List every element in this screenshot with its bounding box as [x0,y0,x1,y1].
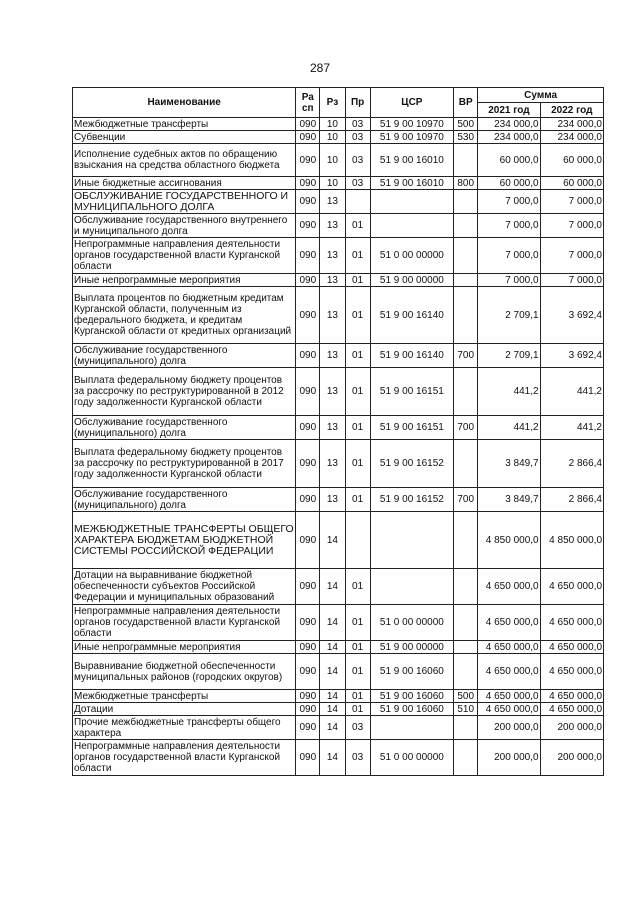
cell-csr: 51 9 00 10970 [370,131,453,144]
cell-vr: 530 [454,131,478,144]
cell-rz: 14 [320,716,345,740]
cell-name: Выплата федеральному бюджету процентов за рассрочку по реструктурированной в 2012 году задолженности Курганской области [73,368,296,416]
cell-2021: 7 000,0 [478,238,540,274]
cell-rasp: 090 [296,274,320,287]
cell-2022: 7 000,0 [540,238,603,274]
cell-rasp: 090 [296,177,320,190]
table-row [73,177,604,190]
cell-vr: 700 [454,416,478,440]
cell-vr [454,605,478,641]
cell-2021: 4 650 000,0 [478,654,540,690]
cell-csr: 51 9 00 16151 [370,368,453,416]
table-body [73,118,604,776]
cell-vr [454,287,478,344]
cell-2021: 200 000,0 [478,716,540,740]
table-row [73,703,604,716]
cell-pr [345,190,370,214]
cell-2021: 4 650 000,0 [478,569,540,605]
cell-csr [370,716,453,740]
cell-rasp: 090 [296,690,320,703]
header-year-2022: 2022 год [540,103,603,118]
table-row [73,118,604,131]
cell-vr [454,641,478,654]
table-row [73,716,604,740]
cell-name: Обслуживание государственного внутреннего и муниципального долга [73,214,296,238]
cell-name: Непрограммные направления деятельности органов государственной власти Курганской области [73,605,296,641]
table-row [73,488,604,512]
cell-2021: 3 849,7 [478,488,540,512]
cell-vr [454,512,478,569]
cell-rz: 10 [320,131,345,144]
cell-name: Непрограммные направления деятельности органов государственной власти Курганской области [73,238,296,274]
table-row [73,368,604,416]
cell-rz: 13 [320,274,345,287]
cell-rasp: 090 [296,569,320,605]
cell-vr: 500 [454,118,478,131]
cell-2022: 3 692,4 [540,287,603,344]
cell-2022: 7 000,0 [540,190,603,214]
cell-pr: 01 [345,287,370,344]
cell-name: Межбюджетные трансферты [73,690,296,703]
table-row [73,740,604,776]
cell-2022: 7 000,0 [540,274,603,287]
cell-rasp: 090 [296,238,320,274]
cell-name: ОБСЛУЖИВАНИЕ ГОСУДАРСТВЕННОГО И МУНИЦИПАЛЬНОГО ДОЛГА [73,190,296,214]
cell-pr: 01 [345,440,370,488]
cell-2021: 4 650 000,0 [478,641,540,654]
header-pr: Пр [345,88,370,118]
cell-2021: 4 650 000,0 [478,690,540,703]
cell-name: Выплата федеральному бюджету процентов за рассрочку по реструктурированной в 2017 году задолженности Курганской области [73,440,296,488]
cell-2022: 200 000,0 [540,740,603,776]
cell-2022: 441,2 [540,368,603,416]
cell-csr [370,190,453,214]
cell-2022: 4 650 000,0 [540,654,603,690]
header-rasp: Ра сп [296,88,320,118]
table-row [73,131,604,144]
cell-2021: 4 650 000,0 [478,605,540,641]
cell-rz: 14 [320,740,345,776]
cell-2021: 2 709,1 [478,287,540,344]
cell-2021: 441,2 [478,368,540,416]
cell-csr: 51 9 00 16060 [370,703,453,716]
table-row [73,440,604,488]
cell-2022: 4 650 000,0 [540,569,603,605]
cell-csr: 51 9 00 16151 [370,416,453,440]
cell-2022: 2 866,4 [540,488,603,512]
cell-csr [370,214,453,238]
cell-2021: 4 650 000,0 [478,703,540,716]
cell-name: Непрограммные направления деятельности органов государственной власти Курганской области [73,740,296,776]
cell-2022: 441,2 [540,416,603,440]
cell-pr: 01 [345,641,370,654]
cell-csr: 51 9 00 16060 [370,690,453,703]
cell-2021: 7 000,0 [478,274,540,287]
cell-rz: 14 [320,654,345,690]
cell-rz: 13 [320,440,345,488]
cell-pr: 01 [345,274,370,287]
cell-name: Субвенции [73,131,296,144]
cell-pr: 01 [345,654,370,690]
cell-vr: 510 [454,703,478,716]
cell-csr: 51 0 00 00000 [370,740,453,776]
cell-rasp: 090 [296,287,320,344]
cell-rz: 14 [320,512,345,569]
cell-rasp: 090 [296,416,320,440]
cell-name: Прочие межбюджетные трансферты общего характера [73,716,296,740]
cell-name: МЕЖБЮДЖЕТНЫЕ ТРАНСФЕРТЫ ОБЩЕГО ХАРАКТЕРА БЮДЖЕТАМ БЮДЖЕТНОЙ СИСТЕМЫ РОССИЙСКОЙ ФЕДЕРАЦИИ [73,512,296,569]
cell-2021: 2 709,1 [478,344,540,368]
cell-rz: 14 [320,569,345,605]
cell-pr: 03 [345,144,370,177]
cell-pr: 03 [345,716,370,740]
cell-pr: 01 [345,690,370,703]
cell-2022: 7 000,0 [540,214,603,238]
cell-vr [454,569,478,605]
cell-name: Межбюджетные трансферты [73,118,296,131]
cell-rasp: 090 [296,214,320,238]
cell-rz: 13 [320,416,345,440]
cell-pr: 01 [345,214,370,238]
cell-pr: 01 [345,605,370,641]
cell-2021: 7 000,0 [478,190,540,214]
cell-vr [454,274,478,287]
cell-rz: 14 [320,605,345,641]
cell-csr: 51 9 00 00000 [370,274,453,287]
cell-rz: 10 [320,144,345,177]
cell-pr: 01 [345,368,370,416]
cell-name: Выплата процентов по бюджетным кредитам Курганской области, полученным из федерального бюджета, и кредитам Курганской области от кредитных организаций [73,287,296,344]
table-row [73,287,604,344]
table-row [73,690,604,703]
cell-vr: 700 [454,488,478,512]
cell-csr: 51 9 00 16140 [370,287,453,344]
cell-csr: 51 9 00 10970 [370,118,453,131]
cell-2022: 4 650 000,0 [540,690,603,703]
cell-csr: 51 0 00 00000 [370,238,453,274]
cell-csr: 51 9 00 16010 [370,177,453,190]
table-row [73,416,604,440]
cell-name: Исполнение судебных актов по обращению взыскания на средства областного бюджета [73,144,296,177]
cell-vr: 500 [454,690,478,703]
cell-csr: 51 9 00 16152 [370,488,453,512]
cell-csr: 51 9 00 00000 [370,641,453,654]
cell-name: Дотации [73,703,296,716]
cell-2022: 200 000,0 [540,716,603,740]
cell-name: Иные непрограммные мероприятия [73,274,296,287]
cell-pr: 01 [345,703,370,716]
cell-pr: 03 [345,118,370,131]
cell-rasp: 090 [296,344,320,368]
cell-rz: 13 [320,190,345,214]
cell-rasp: 090 [296,716,320,740]
cell-rasp: 090 [296,440,320,488]
cell-2021: 200 000,0 [478,740,540,776]
cell-2022: 4 650 000,0 [540,605,603,641]
cell-name: Дотации на выравнивание бюджетной обеспеченности субъектов Российской Федерации и муниципальных образований [73,569,296,605]
cell-rasp: 090 [296,703,320,716]
table-row [73,238,604,274]
table-header [73,88,604,118]
cell-rz: 13 [320,238,345,274]
cell-csr: 51 9 00 16140 [370,344,453,368]
cell-2021: 234 000,0 [478,118,540,131]
cell-2021: 234 000,0 [478,131,540,144]
cell-csr: 51 9 00 16152 [370,440,453,488]
cell-name: Обслуживание государственного (муниципального) долга [73,416,296,440]
table-row [73,654,604,690]
cell-vr [454,654,478,690]
cell-vr [454,740,478,776]
cell-2022: 4 650 000,0 [540,641,603,654]
cell-2021: 441,2 [478,416,540,440]
cell-vr [454,190,478,214]
cell-csr [370,512,453,569]
cell-2022: 60 000,0 [540,177,603,190]
cell-pr: 01 [345,569,370,605]
cell-csr: 51 9 00 16010 [370,144,453,177]
cell-rz: 14 [320,641,345,654]
table-row [73,641,604,654]
table-row [73,274,604,287]
cell-rasp: 090 [296,654,320,690]
cell-2022: 4 650 000,0 [540,703,603,716]
cell-rasp: 090 [296,641,320,654]
cell-csr: 51 9 00 16060 [370,654,453,690]
cell-rz: 13 [320,368,345,416]
cell-vr [454,716,478,740]
cell-name: Обслуживание государственного (муниципального) долга [73,488,296,512]
cell-pr: 03 [345,131,370,144]
header-name: Наименование [73,88,296,118]
cell-pr: 01 [345,238,370,274]
cell-pr: 01 [345,488,370,512]
cell-name: Обслуживание государственного (муниципального) долга [73,344,296,368]
cell-name: Иные непрограммные мероприятия [73,641,296,654]
cell-2021: 7 000,0 [478,214,540,238]
table-row [73,569,604,605]
cell-vr: 800 [454,177,478,190]
cell-rasp: 090 [296,131,320,144]
table-row [73,605,604,641]
table-row [73,190,604,214]
cell-rasp: 090 [296,190,320,214]
cell-2022: 3 692,4 [540,344,603,368]
cell-rasp: 090 [296,605,320,641]
header-vr: ВР [454,88,478,118]
header-sum: Сумма [478,88,604,103]
cell-rasp: 090 [296,368,320,416]
table-row [73,512,604,569]
cell-rz: 13 [320,214,345,238]
cell-name: Иные бюджетные ассигнования [73,177,296,190]
cell-pr [345,512,370,569]
header-csr: ЦСР [370,88,453,118]
cell-2022: 4 850 000,0 [540,512,603,569]
cell-rz: 13 [320,488,345,512]
cell-rasp: 090 [296,118,320,131]
cell-vr [454,238,478,274]
cell-vr [454,144,478,177]
cell-2022: 234 000,0 [540,118,603,131]
cell-rz: 13 [320,287,345,344]
cell-rz: 14 [320,690,345,703]
cell-rz: 10 [320,177,345,190]
cell-2022: 2 866,4 [540,440,603,488]
cell-rasp: 090 [296,740,320,776]
cell-vr [454,368,478,416]
table-row [73,144,604,177]
cell-name: Выравнивание бюджетной обеспеченности муниципальных районов (городских округов) [73,654,296,690]
header-rz: Рз [320,88,345,118]
cell-pr: 03 [345,740,370,776]
budget-table [72,87,604,776]
cell-2021: 4 850 000,0 [478,512,540,569]
cell-vr [454,214,478,238]
cell-pr: 01 [345,416,370,440]
cell-vr: 700 [454,344,478,368]
cell-rz: 10 [320,118,345,131]
cell-rz: 14 [320,703,345,716]
cell-rasp: 090 [296,512,320,569]
cell-rasp: 090 [296,144,320,177]
cell-2021: 60 000,0 [478,177,540,190]
table-row [73,214,604,238]
page-number: 287 [309,61,331,75]
cell-2021: 60 000,0 [478,144,540,177]
cell-rz: 13 [320,344,345,368]
header-year-2021: 2021 год [478,103,540,118]
cell-rasp: 090 [296,488,320,512]
cell-csr: 51 0 00 00000 [370,605,453,641]
cell-vr [454,440,478,488]
cell-2022: 234 000,0 [540,131,603,144]
cell-2021: 3 849,7 [478,440,540,488]
cell-pr: 03 [345,177,370,190]
table-row [73,344,604,368]
cell-pr: 01 [345,344,370,368]
cell-2022: 60 000,0 [540,144,603,177]
cell-csr [370,569,453,605]
